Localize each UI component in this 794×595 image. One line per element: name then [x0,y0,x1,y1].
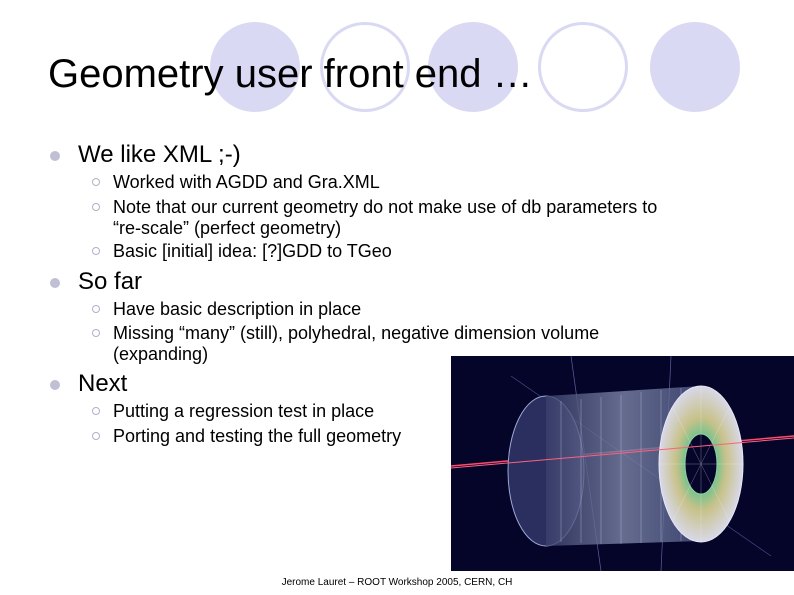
sub-bullet-ring-icon [92,407,100,415]
sub-bullet-ring-icon [92,203,100,211]
sub-bullet-ring-icon [92,305,100,313]
sub-bullet-ring-icon [92,178,100,186]
sub-bullet-text: Have basic description in place [113,299,362,319]
sub-bullet-ring-icon [92,329,100,337]
bullet-text: We like XML ;-) [78,141,241,168]
sub-bullet-text: Basic [initial] idea: [?]GDD to TGeo [113,241,392,261]
sub-bullet-text: Worked with AGDD and Gra.XML [113,172,380,192]
slide-footer: Jerome Lauret – ROOT Workshop 2005, CERN, CH [281,577,513,588]
sub-bullet-ring-icon [92,247,100,255]
sub-bullet-text: Porting and testing the full geometry [113,426,402,446]
bullet-dot-icon [50,278,60,288]
bullet-text: Next [78,370,128,397]
detector-geometry-image [451,356,794,571]
slide-title: Geometry user front end … [48,52,533,96]
bullet-text: So far [78,268,143,295]
sub-bullet-text: Putting a regression test in place [113,401,375,421]
sub-bullet-text: Missing “many” (still), polyhedral, negative dimension volume [113,323,600,343]
decor-circle-4 [538,22,628,112]
sub-bullet-text: (expanding) [113,344,209,364]
sub-bullet-text: “re-scale” (perfect geometry) [113,218,342,238]
sub-bullet-text: Note that our current geometry do not make use of db parameters to [113,197,658,217]
decor-circle-5 [650,22,740,112]
sub-bullet-ring-icon [92,432,100,440]
bullet-dot-icon [50,151,60,161]
bullet-dot-icon [50,380,60,390]
